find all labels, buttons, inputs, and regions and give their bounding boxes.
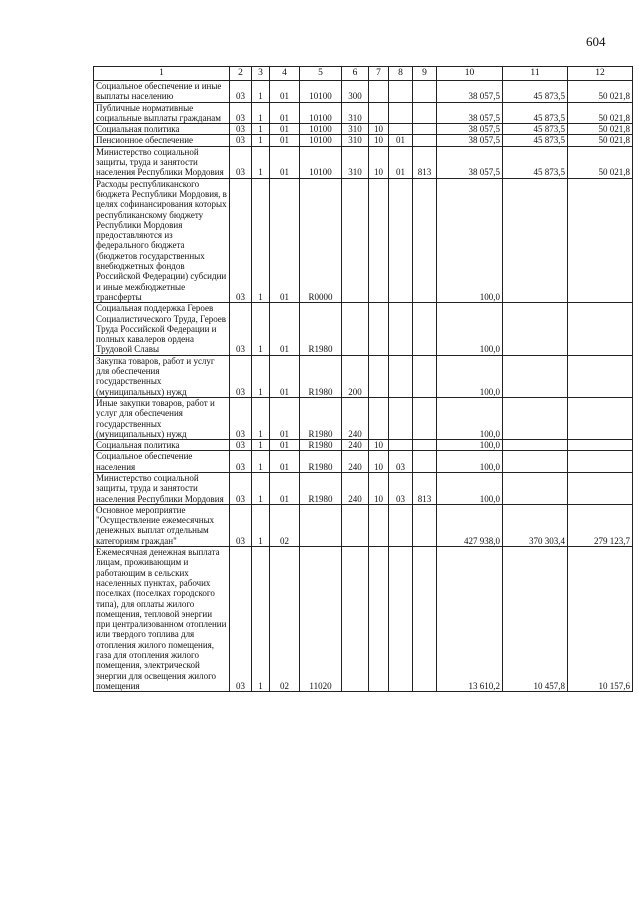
amount-col-10: 427 938,0 bbox=[437, 504, 503, 546]
code-col-5: R1980 bbox=[300, 303, 342, 355]
amount-col-10: 13 610,2 bbox=[437, 547, 503, 692]
amount-col-11: 45 873,5 bbox=[503, 81, 568, 103]
code-col-4: 01 bbox=[270, 178, 300, 303]
amount-col-12: 279 123,7 bbox=[568, 504, 633, 546]
row-name: Социальная политика bbox=[94, 124, 230, 135]
row-name: Публичные нормативные социальные выплаты гражданам bbox=[94, 102, 230, 124]
code-col-5: R1980 bbox=[300, 472, 342, 504]
code-col-7: 10 bbox=[369, 440, 389, 451]
table-row bbox=[94, 472, 633, 504]
amount-col-10: 100,0 bbox=[437, 303, 503, 355]
code-col-2: 03 bbox=[230, 440, 252, 451]
code-col-7: 10 bbox=[369, 146, 389, 178]
code-col-4: 01 bbox=[270, 472, 300, 504]
table-row bbox=[94, 440, 633, 451]
row-name: Социальная политика bbox=[94, 440, 230, 451]
table-header-row bbox=[94, 67, 633, 81]
code-col-6: 300 bbox=[342, 81, 369, 103]
code-col-7 bbox=[369, 504, 389, 546]
table-row bbox=[94, 81, 633, 103]
code-col-9 bbox=[413, 355, 437, 397]
code-col-9 bbox=[413, 135, 437, 146]
amount-col-10: 100,0 bbox=[437, 451, 503, 473]
budget-table bbox=[93, 66, 633, 692]
code-col-6 bbox=[342, 504, 369, 546]
row-name: Ежемесячная денежная выплата лицам, проживающим и работающим в сельских населенных пунктах, рабочих поселках (поселках городского типа), для оплаты жилого помещения, тепловой энергии при централизованном отоплении или твердого топлива для отопления жилого помещения, газа для отопления жилого помещения, электрической энергии для освещения жилого помещения bbox=[94, 547, 230, 692]
code-col-5: R1980 bbox=[300, 440, 342, 451]
amount-col-11: 10 457,8 bbox=[503, 547, 568, 692]
code-col-5: R0000 bbox=[300, 178, 342, 303]
code-col-6: 240 bbox=[342, 440, 369, 451]
row-name: Министерство социальной защиты, труда и занятости населения Республики Мордовия bbox=[94, 472, 230, 504]
row-name: Пенсионное обеспечение bbox=[94, 135, 230, 146]
code-col-4: 01 bbox=[270, 397, 300, 439]
code-col-8 bbox=[389, 303, 413, 355]
amount-col-12: 50 021,8 bbox=[568, 102, 633, 124]
row-name: Расходы республиканского бюджета Республики Мордовия, в целях софинансирования которых республиканскому бюджету Республики Мордовия предоставляются из федерального бюджета (бюджетов государственных внебюджетных фондов Российской Федерации) субсидии и иные межбюджетные трансферты bbox=[94, 178, 230, 303]
code-col-9 bbox=[413, 303, 437, 355]
code-col-2: 03 bbox=[230, 303, 252, 355]
page-number: 604 bbox=[586, 34, 606, 49]
code-col-2: 03 bbox=[230, 504, 252, 546]
code-col-4: 01 bbox=[270, 355, 300, 397]
column-header: 8 bbox=[389, 67, 413, 81]
code-col-8 bbox=[389, 547, 413, 692]
code-col-4: 01 bbox=[270, 124, 300, 135]
amount-col-11 bbox=[503, 355, 568, 397]
code-col-6: 240 bbox=[342, 397, 369, 439]
code-col-3: 1 bbox=[252, 81, 270, 103]
code-col-3: 1 bbox=[252, 355, 270, 397]
amount-col-10: 100,0 bbox=[437, 440, 503, 451]
code-col-9 bbox=[413, 504, 437, 546]
table-row bbox=[94, 355, 633, 397]
amount-col-12 bbox=[568, 355, 633, 397]
code-col-7 bbox=[369, 547, 389, 692]
code-col-7 bbox=[369, 303, 389, 355]
code-col-3: 1 bbox=[252, 102, 270, 124]
code-col-4: 01 bbox=[270, 303, 300, 355]
code-col-2: 03 bbox=[230, 81, 252, 103]
amount-col-11: 45 873,5 bbox=[503, 102, 568, 124]
code-col-8: 03 bbox=[389, 472, 413, 504]
amount-col-11: 370 303,4 bbox=[503, 504, 568, 546]
amount-col-12 bbox=[568, 451, 633, 473]
code-col-8: 01 bbox=[389, 135, 413, 146]
code-col-5: R1980 bbox=[300, 451, 342, 473]
column-header: 10 bbox=[437, 67, 503, 81]
code-col-9 bbox=[413, 547, 437, 692]
column-header: 7 bbox=[369, 67, 389, 81]
table-row bbox=[94, 146, 633, 178]
code-col-5: 10100 bbox=[300, 124, 342, 135]
amount-col-10: 38 057,5 bbox=[437, 81, 503, 103]
code-col-7: 10 bbox=[369, 472, 389, 504]
code-col-8 bbox=[389, 102, 413, 124]
code-col-4: 01 bbox=[270, 146, 300, 178]
table-row bbox=[94, 397, 633, 439]
column-header: 9 bbox=[413, 67, 437, 81]
code-col-4: 02 bbox=[270, 547, 300, 692]
code-col-2: 03 bbox=[230, 135, 252, 146]
code-col-5: 11020 bbox=[300, 547, 342, 692]
table-row bbox=[94, 124, 633, 135]
column-header: 1 bbox=[94, 67, 230, 81]
code-col-7: 10 bbox=[369, 451, 389, 473]
table-row bbox=[94, 178, 633, 303]
code-col-7: 10 bbox=[369, 135, 389, 146]
row-name: Иные закупки товаров, работ и услуг для обеспечения государственных (муниципальных) нужд bbox=[94, 397, 230, 439]
code-col-9 bbox=[413, 397, 437, 439]
code-col-9 bbox=[413, 124, 437, 135]
column-header: 11 bbox=[503, 67, 568, 81]
row-name: Министерство социальной защиты, труда и занятости населения Республики Мордовия bbox=[94, 146, 230, 178]
code-col-9 bbox=[413, 451, 437, 473]
table-row bbox=[94, 547, 633, 692]
code-col-6 bbox=[342, 547, 369, 692]
code-col-2: 03 bbox=[230, 102, 252, 124]
amount-col-11 bbox=[503, 451, 568, 473]
table-row bbox=[94, 504, 633, 546]
code-col-3: 1 bbox=[252, 547, 270, 692]
code-col-5: R1980 bbox=[300, 355, 342, 397]
code-col-5: 10100 bbox=[300, 102, 342, 124]
code-col-7: 10 bbox=[369, 124, 389, 135]
code-col-6: 310 bbox=[342, 146, 369, 178]
amount-col-12 bbox=[568, 397, 633, 439]
code-col-8: 01 bbox=[389, 146, 413, 178]
column-header: 6 bbox=[342, 67, 369, 81]
code-col-8 bbox=[389, 81, 413, 103]
amount-col-11 bbox=[503, 397, 568, 439]
code-col-8 bbox=[389, 178, 413, 303]
code-col-8 bbox=[389, 355, 413, 397]
code-col-2: 03 bbox=[230, 124, 252, 135]
code-col-5: 10100 bbox=[300, 146, 342, 178]
code-col-5: 10100 bbox=[300, 81, 342, 103]
code-col-6 bbox=[342, 303, 369, 355]
amount-col-12: 50 021,8 bbox=[568, 135, 633, 146]
code-col-8 bbox=[389, 124, 413, 135]
amount-col-10: 38 057,5 bbox=[437, 124, 503, 135]
amount-col-11: 45 873,5 bbox=[503, 124, 568, 135]
amount-col-11: 45 873,5 bbox=[503, 135, 568, 146]
code-col-4: 01 bbox=[270, 135, 300, 146]
code-col-4: 02 bbox=[270, 504, 300, 546]
code-col-5: R1980 bbox=[300, 397, 342, 439]
code-col-7 bbox=[369, 397, 389, 439]
row-name: Закупка товаров, работ и услуг для обеспечения государственных (муниципальных) нужд bbox=[94, 355, 230, 397]
row-name: Основное мероприятие "Осуществление ежемесячных денежных выплат отдельным категориям граждан" bbox=[94, 504, 230, 546]
column-header: 2 bbox=[230, 67, 252, 81]
code-col-2: 03 bbox=[230, 146, 252, 178]
table-row bbox=[94, 303, 633, 355]
code-col-4: 01 bbox=[270, 81, 300, 103]
code-col-2: 03 bbox=[230, 472, 252, 504]
amount-col-10: 38 057,5 bbox=[437, 146, 503, 178]
amount-col-12 bbox=[568, 178, 633, 303]
code-col-3: 1 bbox=[252, 146, 270, 178]
amount-col-11 bbox=[503, 472, 568, 504]
code-col-8 bbox=[389, 440, 413, 451]
code-col-6: 310 bbox=[342, 102, 369, 124]
code-col-5: 10100 bbox=[300, 135, 342, 146]
code-col-8: 03 bbox=[389, 451, 413, 473]
code-col-4: 01 bbox=[270, 451, 300, 473]
code-col-9 bbox=[413, 178, 437, 303]
column-header: 3 bbox=[252, 67, 270, 81]
code-col-9: 813 bbox=[413, 146, 437, 178]
code-col-6 bbox=[342, 178, 369, 303]
code-col-6: 240 bbox=[342, 472, 369, 504]
code-col-3: 1 bbox=[252, 124, 270, 135]
code-col-9 bbox=[413, 440, 437, 451]
code-col-3: 1 bbox=[252, 451, 270, 473]
code-col-3: 1 bbox=[252, 504, 270, 546]
amount-col-12: 50 021,8 bbox=[568, 146, 633, 178]
amount-col-10: 38 057,5 bbox=[437, 102, 503, 124]
amount-col-12 bbox=[568, 303, 633, 355]
code-col-7 bbox=[369, 178, 389, 303]
amount-col-10: 100,0 bbox=[437, 355, 503, 397]
code-col-6: 310 bbox=[342, 124, 369, 135]
code-col-3: 1 bbox=[252, 135, 270, 146]
column-header: 12 bbox=[568, 67, 633, 81]
code-col-6: 200 bbox=[342, 355, 369, 397]
column-header: 4 bbox=[270, 67, 300, 81]
table-row bbox=[94, 102, 633, 124]
code-col-4: 01 bbox=[270, 440, 300, 451]
code-col-3: 1 bbox=[252, 178, 270, 303]
code-col-2: 03 bbox=[230, 547, 252, 692]
code-col-3: 1 bbox=[252, 397, 270, 439]
amount-col-11 bbox=[503, 440, 568, 451]
code-col-8 bbox=[389, 397, 413, 439]
code-col-6: 310 bbox=[342, 135, 369, 146]
code-col-2: 03 bbox=[230, 451, 252, 473]
table-row bbox=[94, 135, 633, 146]
amount-col-11 bbox=[503, 303, 568, 355]
amount-col-11 bbox=[503, 178, 568, 303]
row-name: Социальное обеспечение и иные выплаты населению bbox=[94, 81, 230, 103]
code-col-7 bbox=[369, 81, 389, 103]
code-col-2: 03 bbox=[230, 355, 252, 397]
code-col-9 bbox=[413, 102, 437, 124]
amount-col-10: 100,0 bbox=[437, 472, 503, 504]
code-col-3: 1 bbox=[252, 303, 270, 355]
row-name: Социальная поддержка Героев Социалистического Труда, Героев Труда Российской Федерации и полных кавалеров ордена Трудовой Славы bbox=[94, 303, 230, 355]
code-col-2: 03 bbox=[230, 178, 252, 303]
code-col-7 bbox=[369, 355, 389, 397]
amount-col-12 bbox=[568, 472, 633, 504]
amount-col-10: 100,0 bbox=[437, 397, 503, 439]
amount-col-12: 10 157,6 bbox=[568, 547, 633, 692]
code-col-9 bbox=[413, 81, 437, 103]
row-name: Социальное обеспечение населения bbox=[94, 451, 230, 473]
column-header: 5 bbox=[300, 67, 342, 81]
code-col-6: 240 bbox=[342, 451, 369, 473]
amount-col-10: 38 057,5 bbox=[437, 135, 503, 146]
code-col-8 bbox=[389, 504, 413, 546]
amount-col-11: 45 873,5 bbox=[503, 146, 568, 178]
code-col-7 bbox=[369, 102, 389, 124]
code-col-4: 01 bbox=[270, 102, 300, 124]
code-col-9: 813 bbox=[413, 472, 437, 504]
amount-col-12: 50 021,8 bbox=[568, 124, 633, 135]
amount-col-10: 100,0 bbox=[437, 178, 503, 303]
code-col-3: 1 bbox=[252, 440, 270, 451]
amount-col-12 bbox=[568, 440, 633, 451]
table-row bbox=[94, 451, 633, 473]
code-col-3: 1 bbox=[252, 472, 270, 504]
amount-col-12: 50 021,8 bbox=[568, 81, 633, 103]
code-col-5 bbox=[300, 504, 342, 546]
code-col-2: 03 bbox=[230, 397, 252, 439]
